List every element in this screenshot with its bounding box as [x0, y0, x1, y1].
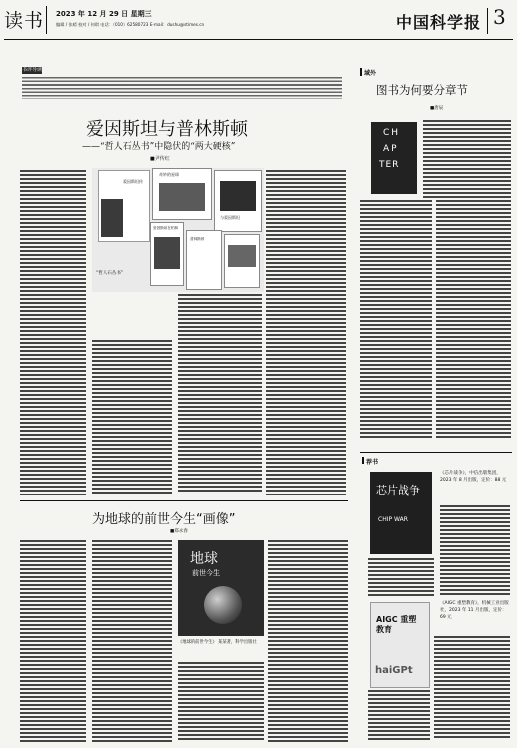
new-books-tag-bar	[362, 457, 364, 464]
section-separator	[20, 500, 348, 501]
new-books-left-text	[368, 558, 434, 598]
cover-letters-1: CH	[383, 128, 401, 138]
chip-war-cover-subtitle: CHIP WAR	[378, 516, 408, 523]
aigc-note: 《AIGC 重塑教育》，机械工业出版社，2023 年 11 月出版，定价：69 元	[440, 601, 509, 620]
header-divider	[46, 6, 47, 34]
chip-war-review	[440, 505, 510, 595]
cover-photo	[228, 245, 256, 267]
issue-date: 2023 年 12 月 29 日 星期三	[56, 10, 152, 18]
book-cover-einstein	[98, 170, 150, 242]
book-title-with-einstein: 与爱因斯坦	[220, 215, 240, 220]
chip-war-note: 《芯片战争》，中信出版集团，2023 年 8 月出版，定价：88 元	[440, 471, 507, 483]
side-column-2	[436, 200, 511, 440]
book-collage-photo	[92, 168, 264, 292]
intro-tag: 书评导读	[22, 67, 43, 73]
book-cover-berlin	[150, 222, 184, 286]
page-number: 3	[493, 5, 506, 29]
earth-title: 为地球的前世今生“画像”	[92, 512, 236, 527]
intro-text	[22, 77, 342, 99]
article-author: ■尹传红	[150, 156, 170, 162]
side-tag: 域外	[364, 70, 377, 77]
portrait-photo	[101, 199, 123, 237]
new-books-left-text-2	[368, 690, 430, 740]
side-tag-bar	[360, 68, 362, 76]
earth-cover-subtitle: 前世今生	[192, 569, 220, 577]
earth-cover-title: 地球	[190, 551, 218, 567]
book-title-princeton: 普林斯顿	[190, 237, 205, 241]
article-subtitle: ——“哲人石丛书”中隐伏的“两大硬核”	[82, 142, 236, 152]
cover-letters-2: AP	[383, 144, 399, 154]
cover-photo	[154, 237, 180, 269]
aigc-cover-title: AIGC 重塑教育	[376, 615, 417, 634]
article-column-4	[266, 170, 346, 495]
cover-letters-3: TER	[379, 160, 400, 170]
book-title-einstein: 爱因斯坦传	[123, 179, 143, 184]
section-title: 读书	[4, 10, 45, 32]
earth-column-1	[20, 540, 86, 742]
side-title: 图书为何要分章节	[376, 83, 468, 97]
editor-credits: 编辑 / 张晴 校对 / 何琪 电话：（010）62580723 E-mail：dushu@stimes.cn	[56, 22, 205, 27]
side-author: ■唐辰	[430, 106, 444, 111]
new-books-tag: 荐书	[366, 459, 379, 466]
chip-war-cover-title: 芯片战争	[376, 484, 420, 497]
side-column-1-top	[423, 120, 511, 200]
book-cover-aigc	[370, 602, 430, 688]
aigc-cover-subtitle: haiGPt	[375, 665, 413, 676]
book-cover-small	[224, 234, 260, 288]
earth-column-3	[178, 662, 264, 742]
article-column-1	[20, 170, 86, 495]
book-cover-princeton	[186, 230, 222, 290]
cover-photo	[159, 183, 205, 211]
earth-column-4	[268, 540, 348, 742]
article-title: 爱因斯坦与普林斯顿	[86, 119, 248, 140]
earth-caption: 《地球的前世今生》 某某著，科学出版社	[178, 640, 257, 645]
book-title-berlin: 爱因斯坦在柏林	[153, 226, 179, 230]
cover-photo	[220, 181, 256, 211]
chapter-book-cover	[371, 122, 417, 194]
earth-column-2	[92, 540, 172, 742]
earth-author: ■郑永春	[170, 529, 188, 534]
aigc-review	[434, 636, 510, 740]
masthead-divider	[487, 8, 488, 34]
header-underline	[4, 39, 513, 40]
book-cover-with-einstein	[214, 170, 262, 232]
side-column-1	[360, 200, 432, 440]
book-cover-planet	[152, 168, 212, 220]
earth-book-cover	[178, 540, 264, 636]
book-cover-chip-war	[370, 472, 432, 554]
article-column-2a	[92, 340, 172, 495]
article-column-3a	[178, 294, 262, 494]
book-title-planet: 奇妙的星球	[159, 172, 179, 177]
photo-caption: “哲人石丛书”	[96, 271, 124, 276]
masthead: 中国科学报	[396, 13, 482, 32]
earth-globe-image	[204, 586, 242, 624]
